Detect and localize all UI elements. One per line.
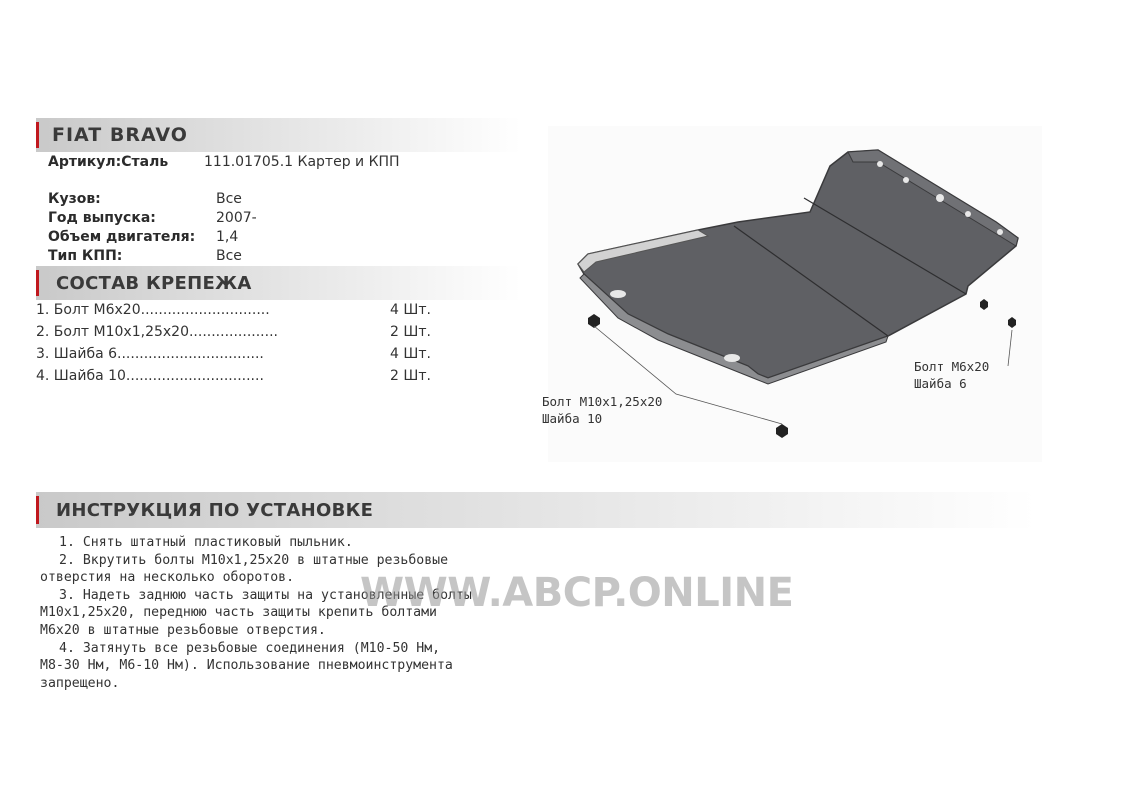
mount-hole [724, 354, 740, 362]
spec-row [48, 247, 348, 266]
callout-line: Болт М6х20 [914, 359, 990, 374]
kit-item [36, 365, 456, 387]
mount-hole [903, 177, 909, 183]
kit-item-name: 4. Шайба 10............................... [36, 368, 264, 384]
spec-value: Все [216, 248, 242, 264]
mount-hole [877, 161, 883, 167]
article-label: Артикул:Сталь [48, 154, 169, 170]
spec-row [48, 190, 348, 209]
spec-label: Объем двигателя: [48, 229, 196, 245]
install-title: ИНСТРУКЦИЯ ПО УСТАНОВКЕ [56, 499, 374, 521]
kit-item [36, 321, 456, 343]
article-value: 111.01705.1 Картер и КПП [204, 154, 400, 170]
skid-plate-diagram [542, 126, 1042, 462]
spec-value: 2007- [216, 210, 257, 226]
spec-row [48, 228, 348, 247]
callout-line: Болт М10х1,25х20 [542, 394, 663, 409]
callout-rear-bolts [542, 393, 662, 427]
kit-item-name: 2. Болт М10х1,25х20.................... [36, 324, 278, 340]
watermark: WWW.ABCP.ONLINE [360, 570, 794, 616]
mount-hole [965, 211, 971, 217]
model-header-band [36, 118, 521, 152]
instruction-line: 3. Надеть заднюю часть защиты на установленные болты [59, 587, 472, 603]
kit-item-name: 3. Шайба 6................................. [36, 346, 264, 362]
spec-label: Год выпуска: [48, 210, 156, 226]
instruction-line: 4. Затянуть все резьбовые соединения (М10-50 Нм, [59, 640, 441, 656]
spec-row [48, 209, 348, 228]
instruction-line: М6х20 в штатные резьбовые отверстия. [40, 622, 326, 638]
model-title: FIAT BRAVO [52, 124, 188, 146]
install-header-band [36, 492, 1036, 528]
spec-label: Кузов: [48, 191, 101, 207]
instruction-line: отверстия на несколько оборотов. [40, 570, 295, 586]
callout-line: Шайба 6 [914, 376, 967, 391]
kit-list [36, 299, 456, 389]
kit-item-name: 1. Болт М6х20............................. [36, 302, 270, 318]
article-line [48, 153, 528, 173]
kit-item [36, 299, 456, 321]
kit-item [36, 343, 456, 365]
kit-item-qty: 4 Шт. [390, 302, 431, 318]
kit-item-qty: 2 Шт. [390, 324, 431, 340]
instruction-line: 2. Вкрутить болты М10х1,25х20 в штатные резьбовые [59, 552, 449, 568]
kit-item-qty: 4 Шт. [390, 346, 431, 362]
mount-hole [610, 290, 626, 298]
instruction-line: М8-30 Нм, М6-10 Нм). Использование пневмоинструмента [40, 658, 453, 674]
callout-line: Шайба 10 [542, 411, 603, 426]
instruction-line: 1. Снять штатный пластиковый пыльник. [59, 535, 353, 550]
spec-label: Тип КПП: [48, 248, 123, 264]
spec-value: Все [216, 191, 242, 207]
instruction-line: М10х1,25х20, переднюю часть защиты крепить болтами [40, 605, 437, 621]
kit-item-qty: 2 Шт. [390, 368, 431, 384]
mount-hole [997, 229, 1003, 235]
kit-header-band [36, 266, 521, 300]
mount-hole [936, 194, 944, 202]
specs-block [48, 190, 528, 270]
spec-value: 1,4 [216, 229, 239, 245]
callout-front-bolts [914, 358, 989, 392]
instruction-line: запрещено. [40, 675, 120, 691]
kit-title: СОСТАВ КРЕПЕЖА [56, 272, 252, 294]
